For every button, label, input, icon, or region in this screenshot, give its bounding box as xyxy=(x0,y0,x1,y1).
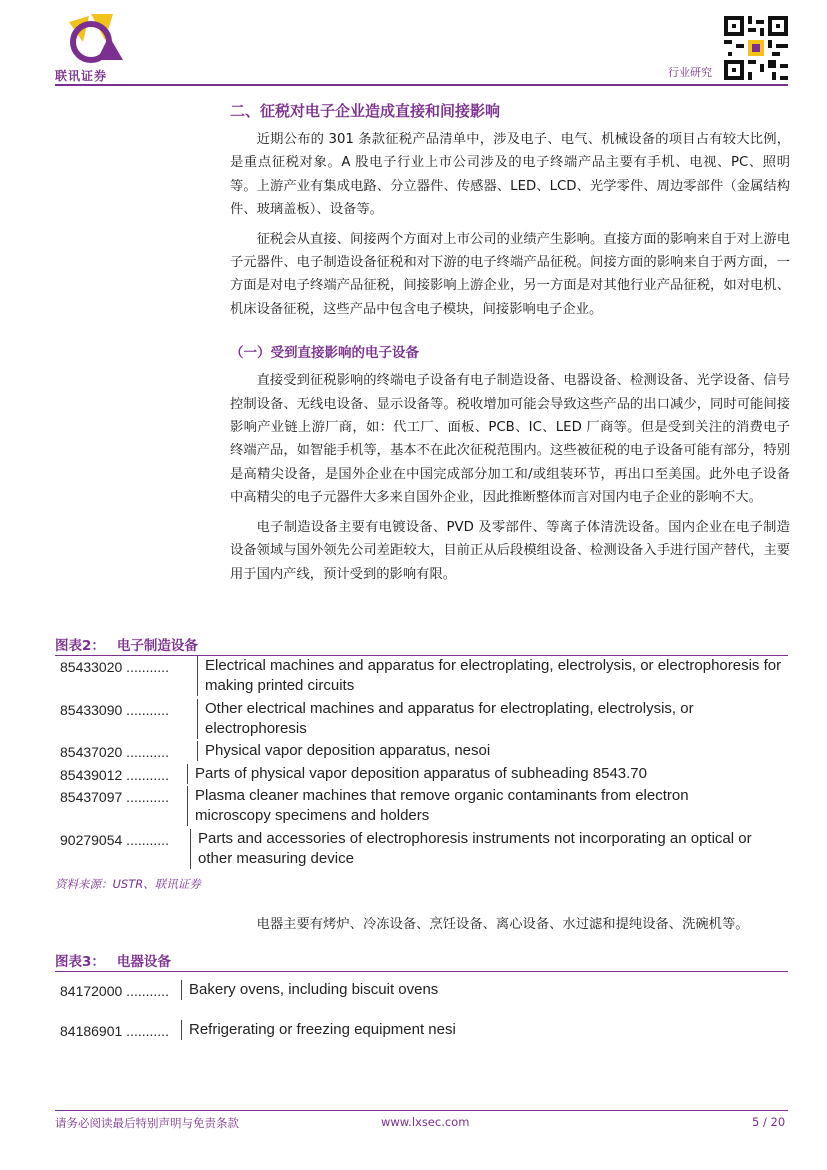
figure-name: 电子制造设备 xyxy=(116,638,198,654)
footer-website-link[interactable]: www.lxsec.com xyxy=(381,1115,470,1129)
figure-label: 图表2： xyxy=(55,638,105,654)
figure-3-title xyxy=(55,950,788,970)
paragraph: 近期公布的 301 条款征税产品清单中，涉及电子、电气、机械设备的项目占有较大比例，是重点征税对象。A 股电子行业上市公司涉及的电子终端产品主要有手机、电视、PC、照明等。上游产业有集成电路、分立器件、传感器、LED、LCD、光学零件、周边零部件（金属结构件、玻璃盖板）、设备等。 xyxy=(230,132,790,218)
page-number: 5 / 20 xyxy=(752,1115,786,1129)
hts-code: 85437097 ........... xyxy=(60,789,169,805)
paragraph: 直接受到征税影响的终端电子设备有电子制造设备、电器设备、检测设备、光学设备、信号控制设备、无线电设备、显示设备等。税收增加可能会导致这些产品的出口减少，同时可能间接影响产业链上游厂商，如：代工厂、面板、PCB、IC、LED 厂商等。但是受到关注的消费电子终端产品，如智能手机等，基本不在此次征税范围内。这些被征税的电子设备可能有部分，特别是高精尖设备，是国外企业在中国完成部分加工和/或组装环节，再出口至美国。此外电子设备中高精尖的电子元器件大多来自国外企业，因此推断整体而言对国内电子企业的影响不大。 xyxy=(230,373,790,506)
hts-description: Physical vapor deposition apparatus, nesoi xyxy=(197,741,757,761)
subsection-heading: （一）受到直接影响的电子设备 xyxy=(230,345,419,362)
page-header xyxy=(0,0,827,90)
hts-description: Parts and accessories of electrophoresis instruments not incorporating an optical or other measuring device xyxy=(190,829,780,869)
figure-source: 资料来源：USTR、联讯证券 xyxy=(55,877,201,891)
figure-name: 电器设备 xyxy=(116,954,171,970)
main-content xyxy=(230,100,790,586)
paragraph: 电子制造设备主要有电镀设备、PVD 及零部件、等离子体清洗设备。国内企业在电子制造设备领域与国外领先公司差距较大，目前正从后段模组设备、检测设备入手进行国产替代，主要用于国内产线，预计受到的影响有限。 xyxy=(230,519,790,582)
qr-code-icon xyxy=(724,16,788,80)
report-type-label: 行业研究 xyxy=(668,66,712,79)
figure-divider xyxy=(55,971,788,972)
hts-code: 84172000 ........... xyxy=(60,983,169,999)
hts-description: Parts of physical vapor deposition apparatus of subheading 8543.70 xyxy=(187,764,747,784)
hts-code: 90279054 ........... xyxy=(60,832,169,848)
section-heading: 二、征税对电子企业造成直接和间接影响 xyxy=(230,102,501,120)
footer-divider xyxy=(55,1110,788,1111)
hts-description: Plasma cleaner machines that remove organic contaminants from electron microscopy specimens and holders xyxy=(187,786,717,826)
footer-disclaimer[interactable]: 请务必阅读最后特别声明与免责条款 xyxy=(55,1116,239,1130)
hts-description: Refrigerating or freezing equipment nesi xyxy=(181,1020,581,1040)
company-logo xyxy=(55,12,135,82)
figure-2-title xyxy=(55,634,788,654)
hts-code: 85433020 ........... xyxy=(60,659,169,675)
hts-code: 85439012 ........... xyxy=(60,767,169,783)
header-divider xyxy=(55,84,788,86)
paragraph: 征税会从直接、间接两个方面对上市公司的业绩产生影响。直接方面的影响来自于对上游电子元器件、电子制造设备征税和对下游的电子终端产品征税。间接方面的影响来自于两方面，一方面是对电子终端产品征税，间接影响上游企业，另一方面是对其他行业产品征税，如对电机、机床设备征税，这些产品中包含电子模块，间接影响电子企业。 xyxy=(230,231,790,317)
hts-description: Other electrical machines and apparatus for electroplating, electrolysis, or electrophoresis xyxy=(197,699,737,739)
hts-description: Bakery ovens, including biscuit ovens xyxy=(181,980,581,1000)
logo-text: 联讯证券 xyxy=(55,69,108,83)
hts-description: Electrical machines and apparatus for electroplating, electrolysis, or electrophoresis for making printed circuits xyxy=(197,656,787,696)
paragraph: 电器主要有烤炉、冷冻设备、烹饪设备、离心设备、水过滤和提纯设备、洗碗机等。 xyxy=(256,917,749,932)
hts-code: 85437020 ........... xyxy=(60,744,169,760)
hts-code: 85433090 ........... xyxy=(60,702,169,718)
hts-code: 84186901 ........... xyxy=(60,1023,169,1039)
logo-mark-icon xyxy=(61,12,129,64)
figure-label: 图表3： xyxy=(55,954,105,970)
